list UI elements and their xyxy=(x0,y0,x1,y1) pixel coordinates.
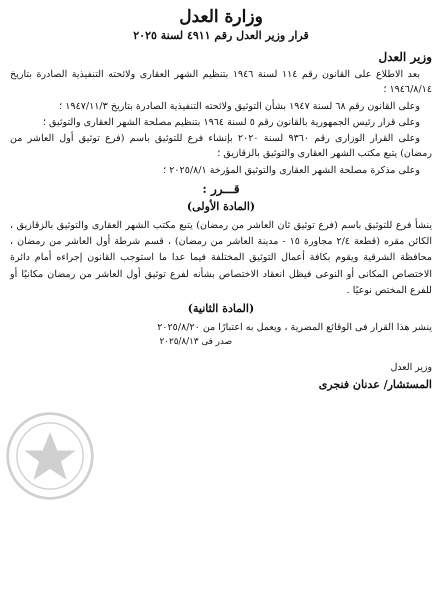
signature-name: المستشار/ عدنان فنجرى xyxy=(318,378,432,392)
decided-heading: قـــرر : xyxy=(202,182,240,197)
preamble-item: وعلى القانون رقم ٦٨ لسنة ١٩٤٧ بشأن التوثيق ولائحته التنفيذية الصادرة بتاريخ ١٩٤٧/١١/٣ ؛ xyxy=(59,100,420,112)
article-one-title: (المادة الأولى) xyxy=(186,200,256,214)
preamble-item: وعلى القرار الوزارى رقم ٩٣٦٠ لسنة ٢٠٢٠ بإنشاء فرع للتوثيق باسم (فرع توثيق أول العاشر من رمضان) يتبع مكتب الشهر العقارى والتوثيق بالزقازيق ؛ xyxy=(10,133,432,160)
article-one-text: ينشأ فرع للتوثيق باسم (فرع توثيق ثان العاشر من رمضان) يتبع مكتب الشهر العقارى والتوثيق بالزقازيق ، الكائن مقره (قطعة ٢/٤ مجاورة ١٥ - مدينة العاشر من رمضان) ، قسم شرطة أول العاشر من رمضان ، محافظة الشرقية ويقوم بكافة أعمال التوثيق المختلفة فيما عدا ما استوجب القانون إجراءه أمام دائرة الاختصاص المكانى أو النوعى فيظل انعقاد الاختصاص بشأنه لفرع توثيق أول العاشر من رمضان مكانيًا أو للفرع المختص نوعيًا . xyxy=(10,220,433,296)
preamble-item: وعلى قرار رئيس الجمهورية بالقانون رقم ٥ لسنة ١٩٦٤ بتنظيم مصلحة الشهر العقارى والتوثيق ؛ xyxy=(42,116,420,128)
ministry-title: وزارة العدل xyxy=(179,7,263,27)
decree-number: قرار وزير العدل رقم ٤٩١١ لسنة ٢٠٢٥ xyxy=(133,29,309,42)
minister-heading: وزير العدل xyxy=(378,50,432,64)
issue-date: صدر فى ٢٠٢٥/٨/١٣ xyxy=(159,337,232,348)
preamble-item: وعلى مذكرة مصلحة الشهر العقارى والتوثيق المؤرخة ٢٠٢٥/٨/١ ؛ xyxy=(163,164,420,176)
article-two-text: ينشر هذا القرار فى الوقائع المصرية ، ويعمل به اعتبارًا من ٢٠٢٥/٨/٢٠ xyxy=(157,322,432,334)
preamble-item: بعد الاطلاع على القانون رقم ١١٤ لسنة ١٩٤٦ بتنظيم الشهر العقارى ولائحته التنفيذية الصادرة بتاريخ ١٩٤٦/٨/١٤ ؛ xyxy=(10,69,432,96)
article-two-title: (المادة الثانية) xyxy=(187,302,255,316)
signature-title: وزير العدل xyxy=(390,362,432,374)
